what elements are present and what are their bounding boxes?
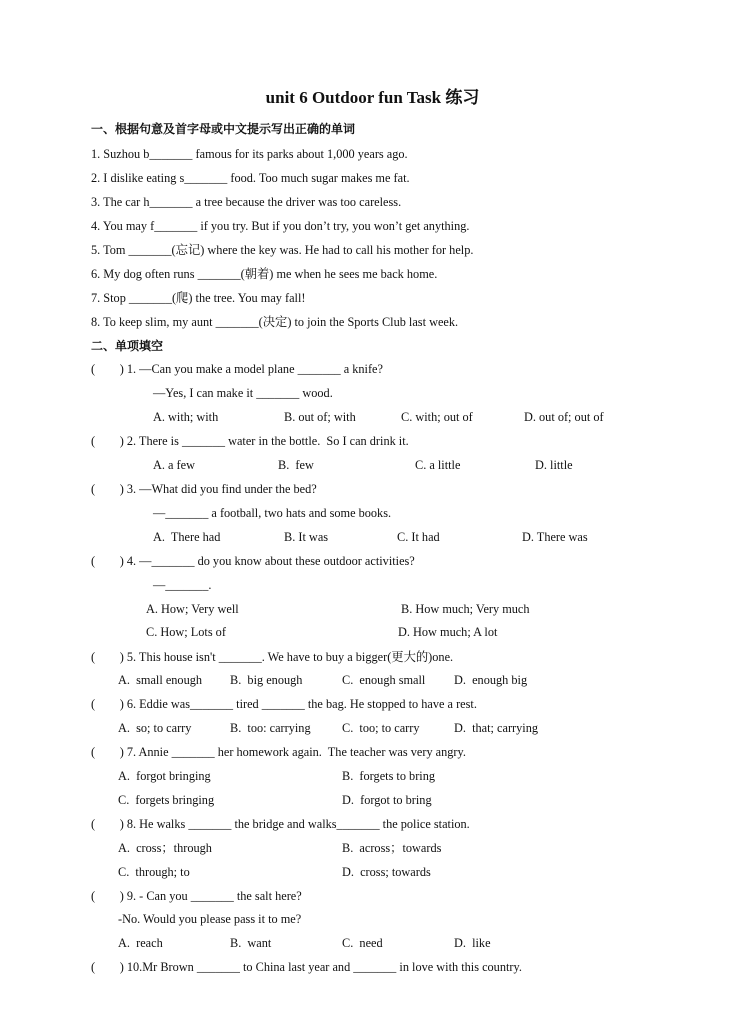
question-7-option-a: A. forgot bringing (118, 769, 211, 783)
question-2-stem: ( ) 2. There is _______ water in the bottle. So I can drink it. (91, 434, 409, 448)
section1-heading: 一、根据句意及首字母或中文提示写出正确的单词 (91, 122, 356, 136)
fill-item-2: 2. I dislike eating s_______ food. Too much sugar makes me fat. (91, 171, 410, 185)
question-7-stem: ( ) 7. Annie _______ her homework again. The teacher was very angry. (91, 745, 466, 759)
question-5-option-b: B. big enough (230, 673, 303, 687)
question-9-option-a: A. reach (118, 936, 163, 950)
question-3-option-d: D. There was (522, 530, 588, 544)
question-8-option-c: C. through; to (118, 865, 190, 879)
question-4-option-d: D. How much; A lot (398, 625, 498, 639)
question-5-stem: ( ) 5. This house isn't _______. We have to buy a bigger(更大的)one. (91, 650, 454, 664)
question-8-option-b: B. across；towards (342, 841, 442, 855)
question-6-option-b: B. too: carrying (230, 721, 311, 735)
question-3-option-b: B. It was (284, 530, 329, 544)
question-3-option-c: C. It had (397, 530, 440, 544)
fill-item-3: 3. The car h_______ a tree because the driver was too careless. (91, 195, 402, 209)
fill-item-4: 4. You may f_______ if you try. But if you don’t try, you won’t get anything. (91, 219, 470, 233)
question-8-option-d: D. cross; towards (342, 865, 431, 879)
question-6-option-c: C. too; to carry (342, 721, 420, 735)
question-7-option-d: D. forgot to bring (342, 793, 432, 807)
question-5-option-a: A. small enough (118, 673, 203, 687)
question-1-option-d: D. out of; out of (524, 410, 604, 424)
question-9-option-c: C. need (342, 936, 383, 950)
question-9-option-d: D. like (454, 936, 491, 950)
question-10-stem: ( ) 10.Mr Brown _______ to China last year and _______ in love with this country. (91, 960, 522, 974)
question-2-option-c: C. a little (415, 458, 461, 472)
question-6-stem: ( ) 6. Eddie was_______ tired _______ the bag. He stopped to have a rest. (91, 697, 477, 711)
question-1-option-b: B. out of; with (284, 410, 356, 424)
question-4-line2: —_______. (153, 578, 212, 592)
question-6-option-a: A. so; to carry (118, 721, 192, 735)
question-5-option-d: D. enough big (454, 673, 528, 687)
fill-item-7: 7. Stop _______(爬) the tree. You may fall! (91, 291, 306, 305)
question-6-option-d: D. that; carrying (454, 721, 539, 735)
section2-heading: 二、单项填空 (91, 339, 164, 353)
question-9-option-b: B. want (230, 936, 272, 950)
question-1-line2: —Yes, I can make it _______ wood. (153, 386, 333, 400)
question-4-option-a: A. How; Very well (146, 602, 239, 616)
question-7-option-b: B. forgets to bring (342, 769, 436, 783)
question-3-line2: —_______ a football, two hats and some books. (153, 506, 392, 520)
question-9-stem: ( ) 9. - Can you _______ the salt here? (91, 889, 302, 903)
question-4-stem: ( ) 4. —_______ do you know about these outdoor activities? (91, 554, 415, 568)
question-3-stem: ( ) 3. —What did you find under the bed? (91, 482, 317, 496)
question-3-option-a: A. There had (153, 530, 221, 544)
question-1-option-c: C. with; out of (401, 410, 473, 424)
fill-item-8: 8. To keep slim, my aunt _______(决定) to join the Sports Club last week. (91, 315, 459, 329)
question-8-stem: ( ) 8. He walks _______ the bridge and walks_______ the police station. (91, 817, 470, 831)
question-4-option-b: B. How much; Very much (401, 602, 530, 616)
question-1-stem: ( ) 1. —Can you make a model plane _______ a knife? (91, 362, 383, 376)
question-8-option-a: A. cross；through (118, 841, 212, 855)
question-1-option-a: A. with; with (153, 410, 219, 424)
question-9-line2: -No. Would you please pass it to me? (118, 912, 302, 926)
question-7-option-c: C. forgets bringing (118, 793, 215, 807)
fill-item-1: 1. Suzhou b_______ famous for its parks about 1,000 years ago. (91, 147, 408, 161)
fill-item-5: 5. Tom _______(忘记) where the key was. He had to call his mother for help. (91, 243, 474, 257)
page-title: unit 6 Outdoor fun Task 练习 (265, 88, 480, 107)
question-4-option-c: C. How; Lots of (146, 625, 226, 639)
question-2-option-d: D. little (535, 458, 573, 472)
question-2-option-a: A. a few (153, 458, 195, 472)
question-2-option-b: B. few (278, 458, 314, 472)
question-5-option-c: C. enough small (342, 673, 426, 687)
fill-item-6: 6. My dog often runs _______(朝着) me when he sees me back home. (91, 267, 438, 281)
